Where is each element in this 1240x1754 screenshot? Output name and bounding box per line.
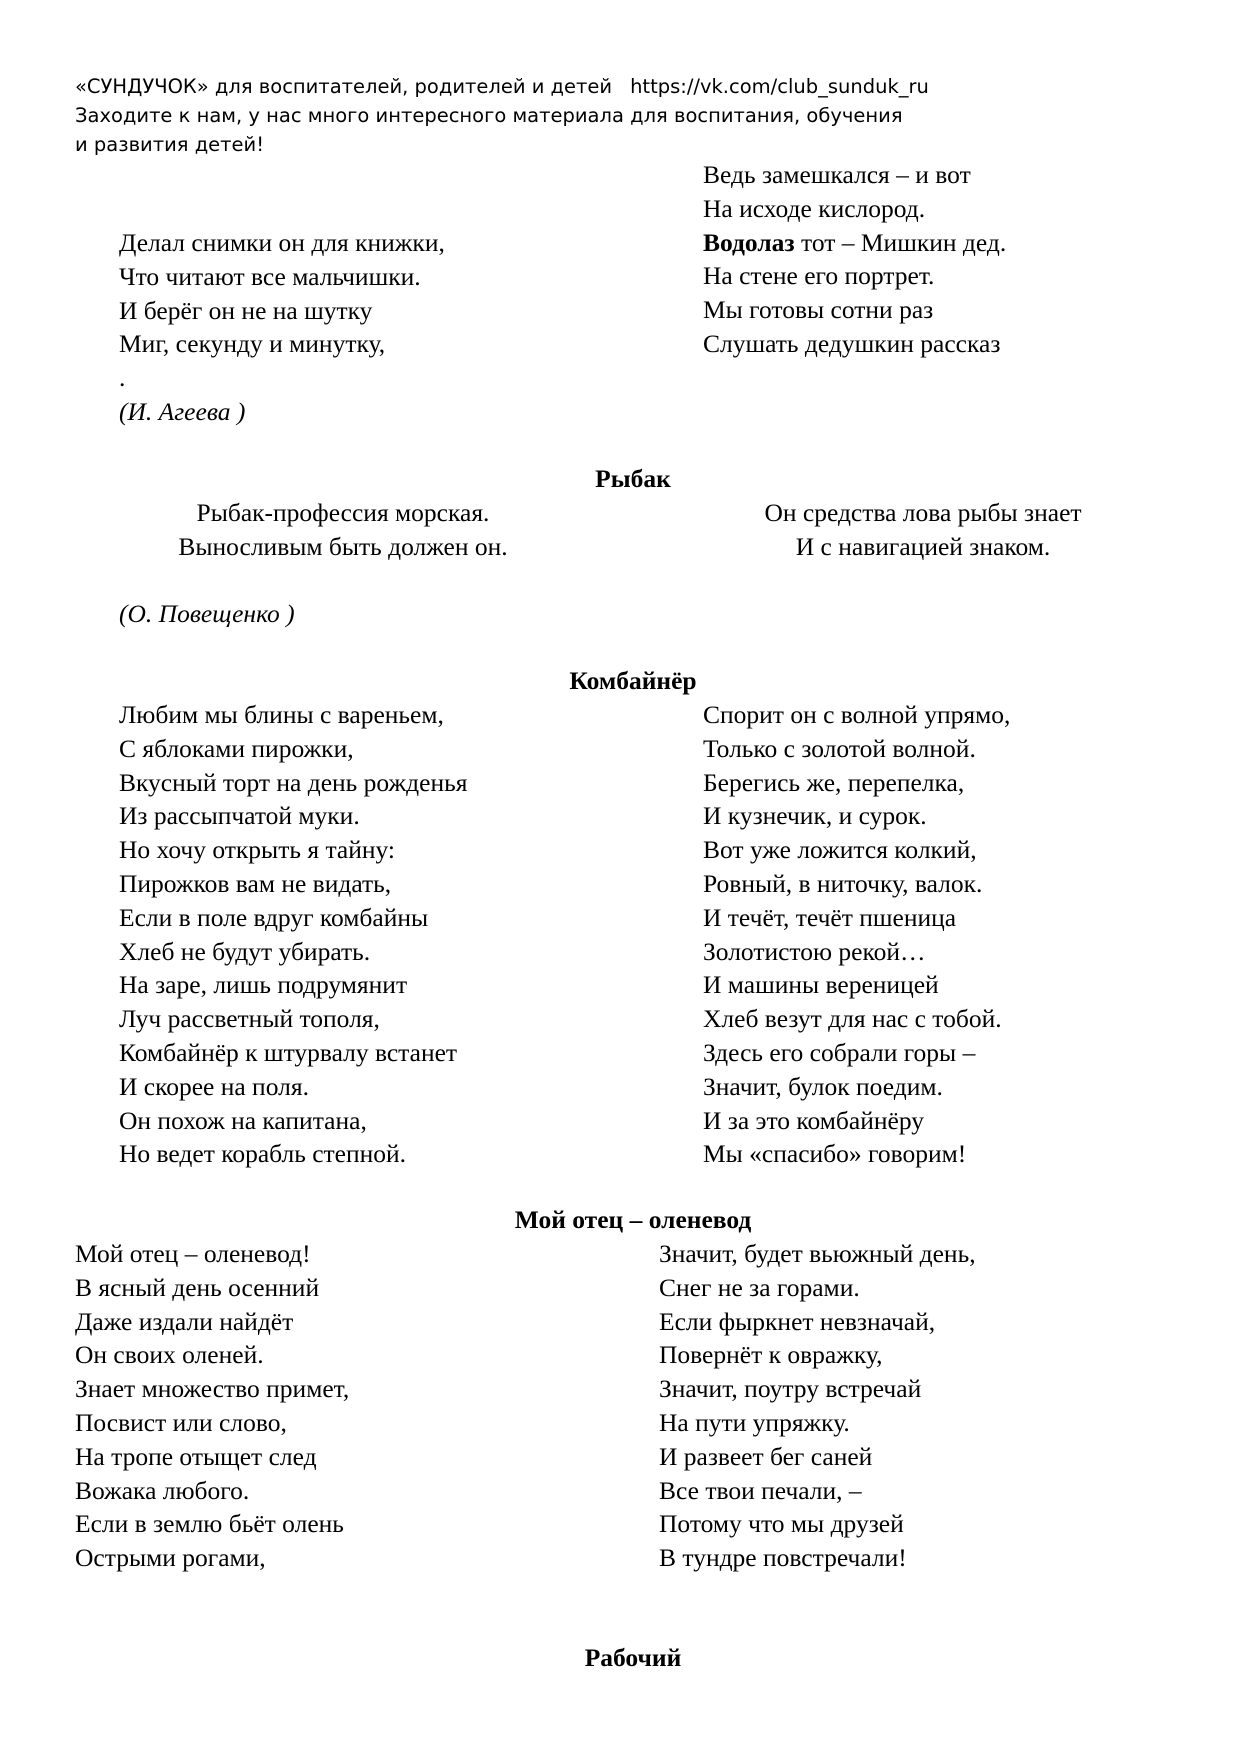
poem-line: Даже издали найдёт: [75, 1306, 294, 1336]
poem-line: Золотистою рекой…: [703, 936, 926, 966]
poem-line: Посвист или слово,: [75, 1407, 287, 1437]
fisherman-right-column: [700, 496, 1146, 564]
poem-line: Только с золотой волной.: [703, 733, 976, 763]
poem-line: И машины вереницей: [703, 970, 939, 1000]
poem-line: Но ведет корабль степной.: [119, 1139, 407, 1169]
poem-line: Значит, булок поедим.: [703, 1071, 943, 1101]
poem-line: С яблоками пирожки,: [119, 733, 354, 763]
poem-line: И скорее на поля.: [119, 1071, 309, 1101]
worker-title: Рабочий: [584, 1643, 682, 1672]
poem-line-with-bold: [703, 226, 1006, 260]
poem-line: Мой отец – оленевод!: [75, 1239, 311, 1268]
poem-line: Хлеб везут для нас с тобой.: [703, 1004, 1002, 1034]
fisherman-author: (О. Повещенко ): [119, 599, 295, 628]
poem-line: И течёт, течёт пшеница: [703, 902, 957, 932]
poem-line: Если фыркнет невзначай,: [659, 1306, 936, 1336]
combiner-left-column: [119, 698, 467, 1171]
poem-line: На исходе кислород.: [703, 193, 926, 223]
reindeer-left-column: [75, 1237, 349, 1575]
reindeer-title: Мой отец – оленевод: [514, 1205, 752, 1234]
poem-line: Пирожков вам не видать,: [119, 868, 392, 898]
poem-line: Если в поле вдруг комбайны: [119, 902, 429, 932]
poem-line: В ясный день осенний: [75, 1272, 320, 1302]
poem-line: Ровный, в ниточку, валок.: [703, 868, 983, 898]
combiner-right-column: [703, 698, 1010, 1171]
poem-line: В тундре повстречали!: [659, 1543, 907, 1573]
poem1-left-column: [119, 226, 445, 429]
poem-line: Делал снимки он для книжки,: [119, 228, 445, 257]
poem-line: Значит, будет вьюжный день,: [659, 1239, 976, 1268]
poem-line: На стене его портрет.: [703, 261, 935, 291]
combiner-title: Комбайнёр: [569, 666, 697, 695]
fisherman-left-column: [120, 496, 566, 564]
header-url[interactable]: https://vk.com/club_sunduk_ru: [630, 75, 929, 98]
poem-line: Острыми рогами,: [75, 1543, 266, 1573]
poem-line: Все твои печали, –: [659, 1475, 862, 1505]
poem-line: Вкусный торт на день рожденья: [119, 767, 468, 797]
poem-line: Выносливым быть должен он.: [178, 531, 508, 561]
poem-line: Вожака любого.: [75, 1475, 250, 1505]
poem-line: И развеет бег саней: [659, 1441, 873, 1471]
poem-line: Вот уже ложится колкий,: [703, 835, 977, 865]
poem-line: Рыбак-профессия морская.: [196, 498, 490, 527]
poem-line: И с навигацией знаком.: [795, 531, 1051, 561]
poem-line: И кузнечик, и сурок.: [703, 801, 927, 831]
poem-line: Берегись же, перепелка,: [703, 767, 965, 797]
fisherman-title: Рыбак: [595, 464, 671, 493]
poem-line: Он средства лова рыбы знает: [764, 498, 1082, 527]
poem-line: Потому что мы друзей: [659, 1509, 904, 1539]
poem-line: Мы «спасибо» говорим!: [703, 1139, 967, 1169]
poem-line: Миг, секунду и минутку,: [119, 329, 386, 359]
line-rest: тот – Мишкин дед.: [794, 227, 1007, 257]
header-line-3: и развития детей!: [75, 133, 265, 156]
poem-line: Луч рассветный тополя,: [119, 1004, 380, 1034]
poem-line: Он своих оленей.: [75, 1340, 264, 1370]
poem-line: .: [119, 363, 126, 393]
poem-line: Комбайнёр к штурвалу встанет: [119, 1037, 458, 1067]
poem-line: Спорит он с волной упрямо,: [703, 700, 1011, 729]
site-header: [75, 72, 1125, 159]
poem-line: Знает множество примет,: [75, 1374, 350, 1404]
header-brand-text: «СУНДУЧОК» для воспитателей, родителей и детей: [75, 75, 613, 98]
poem-line: На пути упряжку.: [659, 1407, 850, 1437]
bold-word: Водолаз: [703, 227, 795, 257]
poem-line: На заре, лишь подрумянит: [119, 970, 408, 1000]
poem-line: На тропе отыщет след: [75, 1441, 317, 1471]
poem-line: Но хочу открыть я тайну:: [119, 835, 396, 865]
header-line-1: [75, 72, 1125, 101]
poem-line: Любим мы блины с вареньем,: [119, 700, 444, 729]
poem-line: Значит, поутру встречай: [659, 1374, 922, 1404]
poem1-right-column: [703, 158, 1006, 361]
poem-line: Повернёт к овражку,: [659, 1340, 883, 1370]
poem-line: Что читают все мальчишки.: [119, 261, 421, 291]
poem-line: И за это комбайнёру: [703, 1105, 924, 1135]
poem-line: Снег не за горами.: [659, 1272, 860, 1302]
reindeer-right-column: [659, 1237, 976, 1575]
poem-line: Если в землю бьёт олень: [75, 1509, 344, 1539]
poem-line: Ведь замешкался – и вот: [703, 160, 971, 189]
poem-line: Слушать дедушкин рассказ: [703, 328, 1001, 358]
poem1-author: (И. Агеева ): [119, 396, 246, 426]
poem-line: Он похож на капитана,: [119, 1105, 367, 1135]
poem-line: И берёг он не на шутку: [119, 295, 373, 325]
header-line-2: Заходите к нам, у нас много интересного материала для воспитания, обучения: [75, 104, 903, 127]
poem-line: Мы готовы сотни раз: [703, 295, 934, 325]
poem-line: Здесь его собрали горы –: [703, 1037, 976, 1067]
poem-line: Хлеб не будут убирать.: [119, 936, 371, 966]
poem-line: Из рассыпчатой муки.: [119, 801, 360, 831]
